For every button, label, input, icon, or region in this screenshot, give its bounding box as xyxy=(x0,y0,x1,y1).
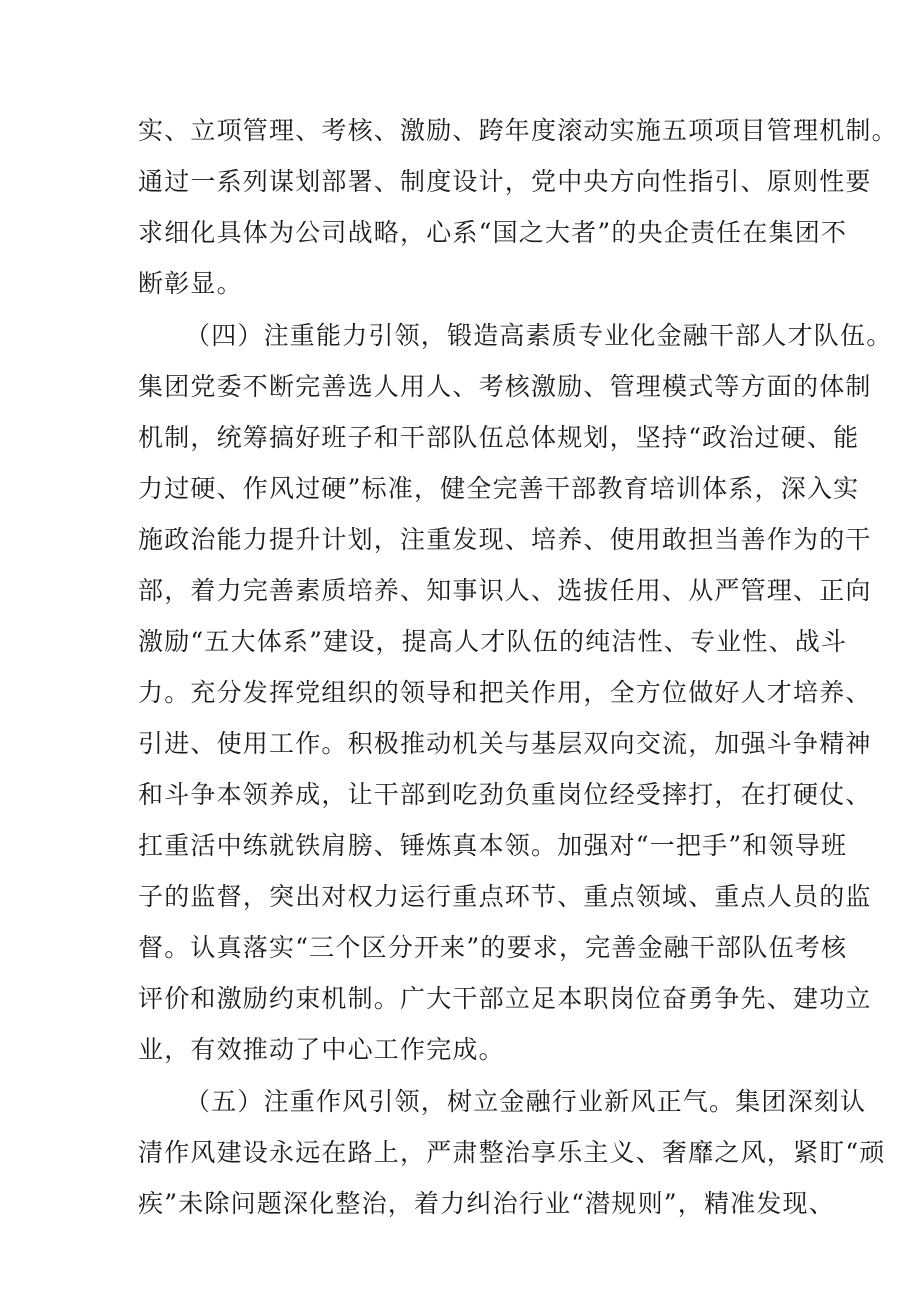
section-heading-4: （四）注重能力引领，锻造高素质专业化金融干部人才队伍。 xyxy=(185,321,893,350)
text-line-18: 评价和激励约束机制。广大干部立足本职岗位奋勇争先、建功立 xyxy=(138,984,872,1013)
text-line-9: 施政治能力提升计划，注重发现、培养、使用敢担当善作为的干 xyxy=(138,525,872,554)
text-line-12: 力。充分发挥党组织的领导和把关作用，全方位做好人才培养、 xyxy=(138,678,872,707)
text-line-22: 疾”未除问题深化整治，着力纠治行业“潜规则”，精准发现、 xyxy=(138,1189,835,1218)
text-line-21: 清作风建设永远在路上，严肃整治享乐主义、奢靡之风，紧盯“顽 xyxy=(138,1138,886,1167)
text-line-2: 通过一系列谋划部署、制度设计，党中央方向性指引、原则性要 xyxy=(138,167,872,196)
text-line-8: 力过硬、作风过硬”标准，健全完善干部教育培训体系，深入实 xyxy=(138,474,860,503)
text-line-17: 督。认真落实“三个区分开来”的要求，完善金融干部队伍考核 xyxy=(138,933,848,962)
section-heading-5: （五）注重作风引领，树立金融行业新风正气。集团深刻认 xyxy=(185,1087,867,1116)
text-line-16: 子的监督，突出对权力运行重点环节、重点领域、重点人员的监 xyxy=(138,882,872,911)
text-line-11: 激励“五大体系”建设，提高人才队伍的纯洁性、专业性、战斗 xyxy=(138,627,848,656)
text-line-10: 部，着力完善素质培养、知事识人、选拔任用、从严管理、正向 xyxy=(138,576,872,605)
text-line-19: 业，有效推动了中心工作完成。 xyxy=(138,1035,505,1064)
text-line-7: 机制，统筹搞好班子和干部队伍总体规划，坚持“政治过硬、能 xyxy=(138,423,860,452)
text-line-1: 实、立项管理、考核、激励、跨年度滚动实施五项项目管理机制。 xyxy=(138,116,898,145)
text-line-15: 扛重活中练就铁肩膀、锤炼真本领。加强对“一把手”和领导班 xyxy=(138,831,848,860)
text-line-6: 集团党委不断完善选人用人、考核激励、管理模式等方面的体制 xyxy=(138,372,872,401)
text-line-3: 求细化具体为公司战略，心系“国之大者”的央企责任在集团不 xyxy=(138,218,848,247)
text-line-13: 引进、使用工作。积极推动机关与基层双向交流，加强斗争精神 xyxy=(138,729,872,758)
text-line-14: 和斗争本领养成，让干部到吃劲负重岗位经受摔打，在打硬仗、 xyxy=(138,780,872,809)
text-line-4: 断彰显。 xyxy=(138,269,243,298)
